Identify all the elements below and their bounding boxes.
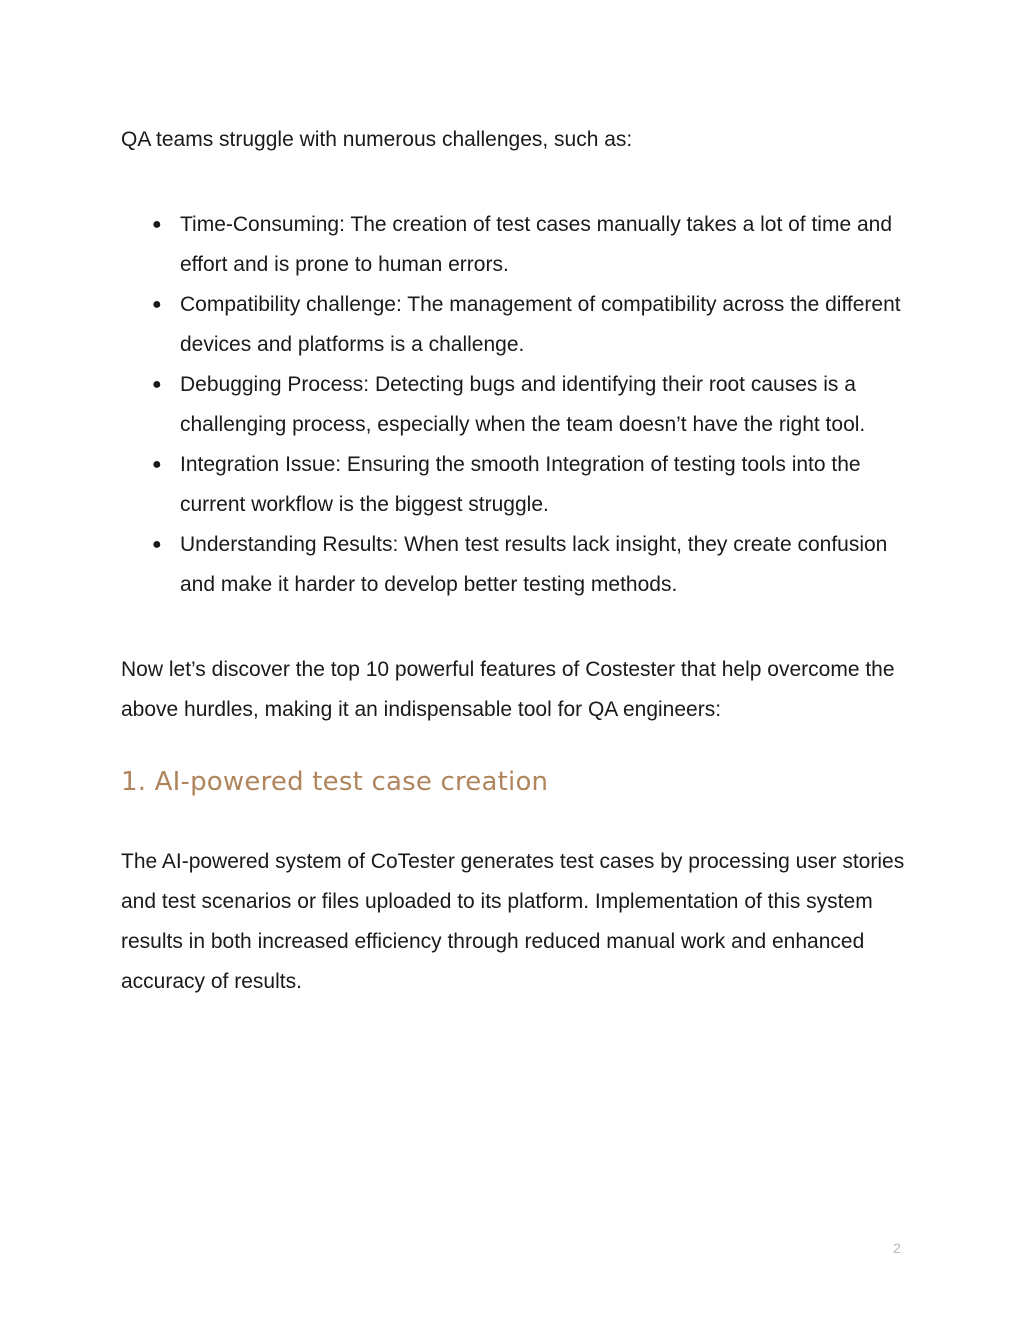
list-item — [121, 525, 911, 605]
list-item-text: Compatibility challenge: The management of compatibility across the different devices and platforms is a challenge. — [180, 293, 901, 356]
list-item-text: Time-Consuming: The creation of test cases manually takes a lot of time and effort and is prone to human errors. — [180, 213, 893, 276]
list-item-text: Integration Issue: Ensuring the smooth Integration of testing tools into the current workflow is the biggest struggle. — [180, 453, 861, 516]
page-content — [121, 120, 911, 1002]
list-item — [121, 285, 911, 365]
bullet-icon: ● — [152, 216, 162, 233]
bullet-icon: ● — [152, 456, 162, 473]
bullet-icon: ● — [152, 376, 162, 393]
list-item-text: Debugging Process: Detecting bugs and identifying their root causes is a challenging process, especially when the team doesn’t have the right tool. — [180, 373, 866, 436]
section-heading: 1. AI-powered test case creation — [121, 767, 549, 797]
bullet-icon: ● — [152, 536, 162, 553]
list-item-text: Understanding Results: When test results lack insight, they create confusion and make it harder to develop better testing methods. — [180, 533, 888, 596]
list-item — [121, 365, 911, 445]
list-item — [121, 445, 911, 525]
bullet-icon: ● — [152, 296, 162, 313]
page-number: 2 — [893, 1240, 901, 1256]
challenges-list — [121, 205, 911, 605]
list-item — [121, 205, 911, 285]
intro-paragraph: QA teams struggle with numerous challenges, such as: — [121, 128, 633, 151]
section-body: The AI-powered system of CoTester generates test cases by processing user stories and test scenarios or files uploaded to its platform. Implementation of this system results in both increased efficiency through reduced manual work and enhanced accuracy of results. — [121, 850, 905, 993]
outro-paragraph: Now let’s discover the top 10 powerful features of Costester that help overcome the above hurdles, making it an indispensable tool for QA engineers: — [121, 658, 895, 721]
